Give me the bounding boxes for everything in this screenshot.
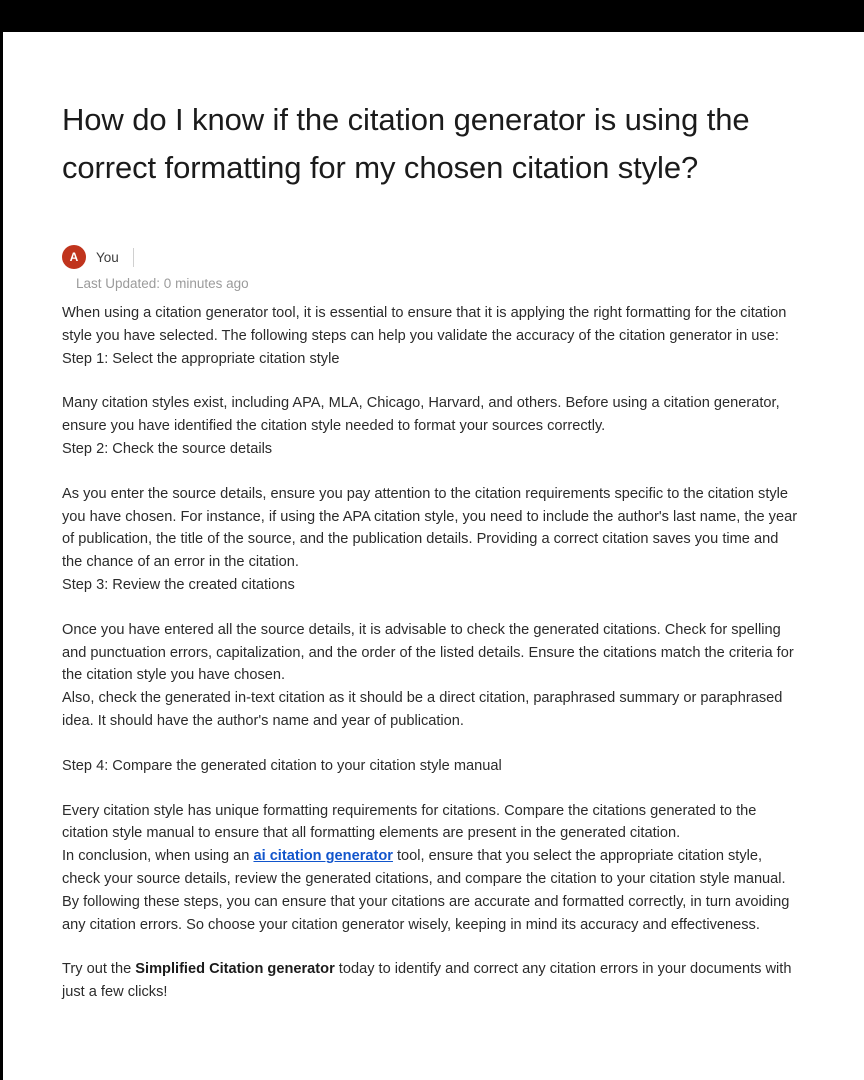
last-updated-timestamp: Last Updated: 0 minutes ago bbox=[76, 276, 249, 291]
step-1-text: Many citation styles exist, including APA, MLA, Chicago, Harvard, and others. Before using a citation generator, ensure you have identified the citation style needed to format your sources correctly. bbox=[62, 395, 780, 435]
step-3-text: Once you have entered all the source details, it is advisable to check the generated citations. Check for spelling and punctuation errors, capitalization, and the order of the listed details. Ensure the citations match the criteria for the citation style you have chosen. bbox=[62, 621, 794, 684]
step-3-heading: Step 3: Review the created citations bbox=[62, 576, 295, 593]
step-4-heading: Step 4: Compare the generated citation to your citation style manual bbox=[62, 757, 502, 774]
article-page bbox=[3, 32, 864, 1080]
step-2-text: As you enter the source details, ensure you pay attention to the citation requirements specific to the citation style you have chosen. For instance, if using the APA citation style, you need to include the author's last name, the year of publication, the title of the source, and the publication details. Providing a correct citation saves you time and the chance of an error in the citation. bbox=[62, 485, 798, 571]
byline-divider bbox=[133, 248, 134, 267]
author-name: You bbox=[96, 249, 119, 265]
step-3-note: Also, check the generated in-text citation as it should be a direct citation, paraphrased summary or paraphrased idea. It should have the author's name and year of publication. bbox=[62, 690, 783, 729]
step-4-text: Every citation style has unique formatting requirements for citations. Compare the citations generated to the citation style manual to ensure that all formatting elements are present in the generated citation. bbox=[62, 802, 757, 842]
step-1-heading: Step 1: Select the appropriate citation style bbox=[62, 350, 340, 367]
article-content bbox=[3, 32, 864, 1004]
cta-product-name: Simplified Citation generator bbox=[135, 961, 335, 978]
conclusion-text-after-link: tool, ensure that you select the appropriate citation style, check your source details, review the generated citations, and compare the citation to your citation style manual. By following these steps, you can ensure that your citations are accurate and formatted correctly, in turn avoiding any citation errors. So choose your citation generator wisely, keeping in mind its accuracy and effectiveness. bbox=[62, 848, 790, 933]
window-chrome-band bbox=[0, 0, 864, 32]
ai-citation-generator-link[interactable]: ai citation generator bbox=[253, 848, 393, 865]
conclusion-text-before-link: In conclusion, when using an bbox=[62, 848, 254, 865]
cta-text-after-strong: today to identify and correct any citation errors in your documents with just a few clicks! bbox=[62, 961, 792, 1001]
paragraph-cta bbox=[62, 958, 802, 1004]
paragraph-intro: When using a citation generator tool, it is essential to ensure that it is applying the right formatting for the citation style you have selected. The following steps can help you validate the accuracy of the citation generator in use: bbox=[62, 305, 787, 344]
paragraph-conclusion bbox=[62, 845, 802, 936]
byline bbox=[62, 244, 802, 270]
cta-text-before-strong: Try out the bbox=[62, 961, 136, 978]
page-title: How do I know if the citation generator is using the correct formatting for my chosen citation style? bbox=[62, 102, 750, 185]
step-2-heading: Step 2: Check the source details bbox=[62, 440, 273, 457]
avatar: A bbox=[62, 245, 86, 269]
article-body bbox=[62, 302, 802, 1004]
